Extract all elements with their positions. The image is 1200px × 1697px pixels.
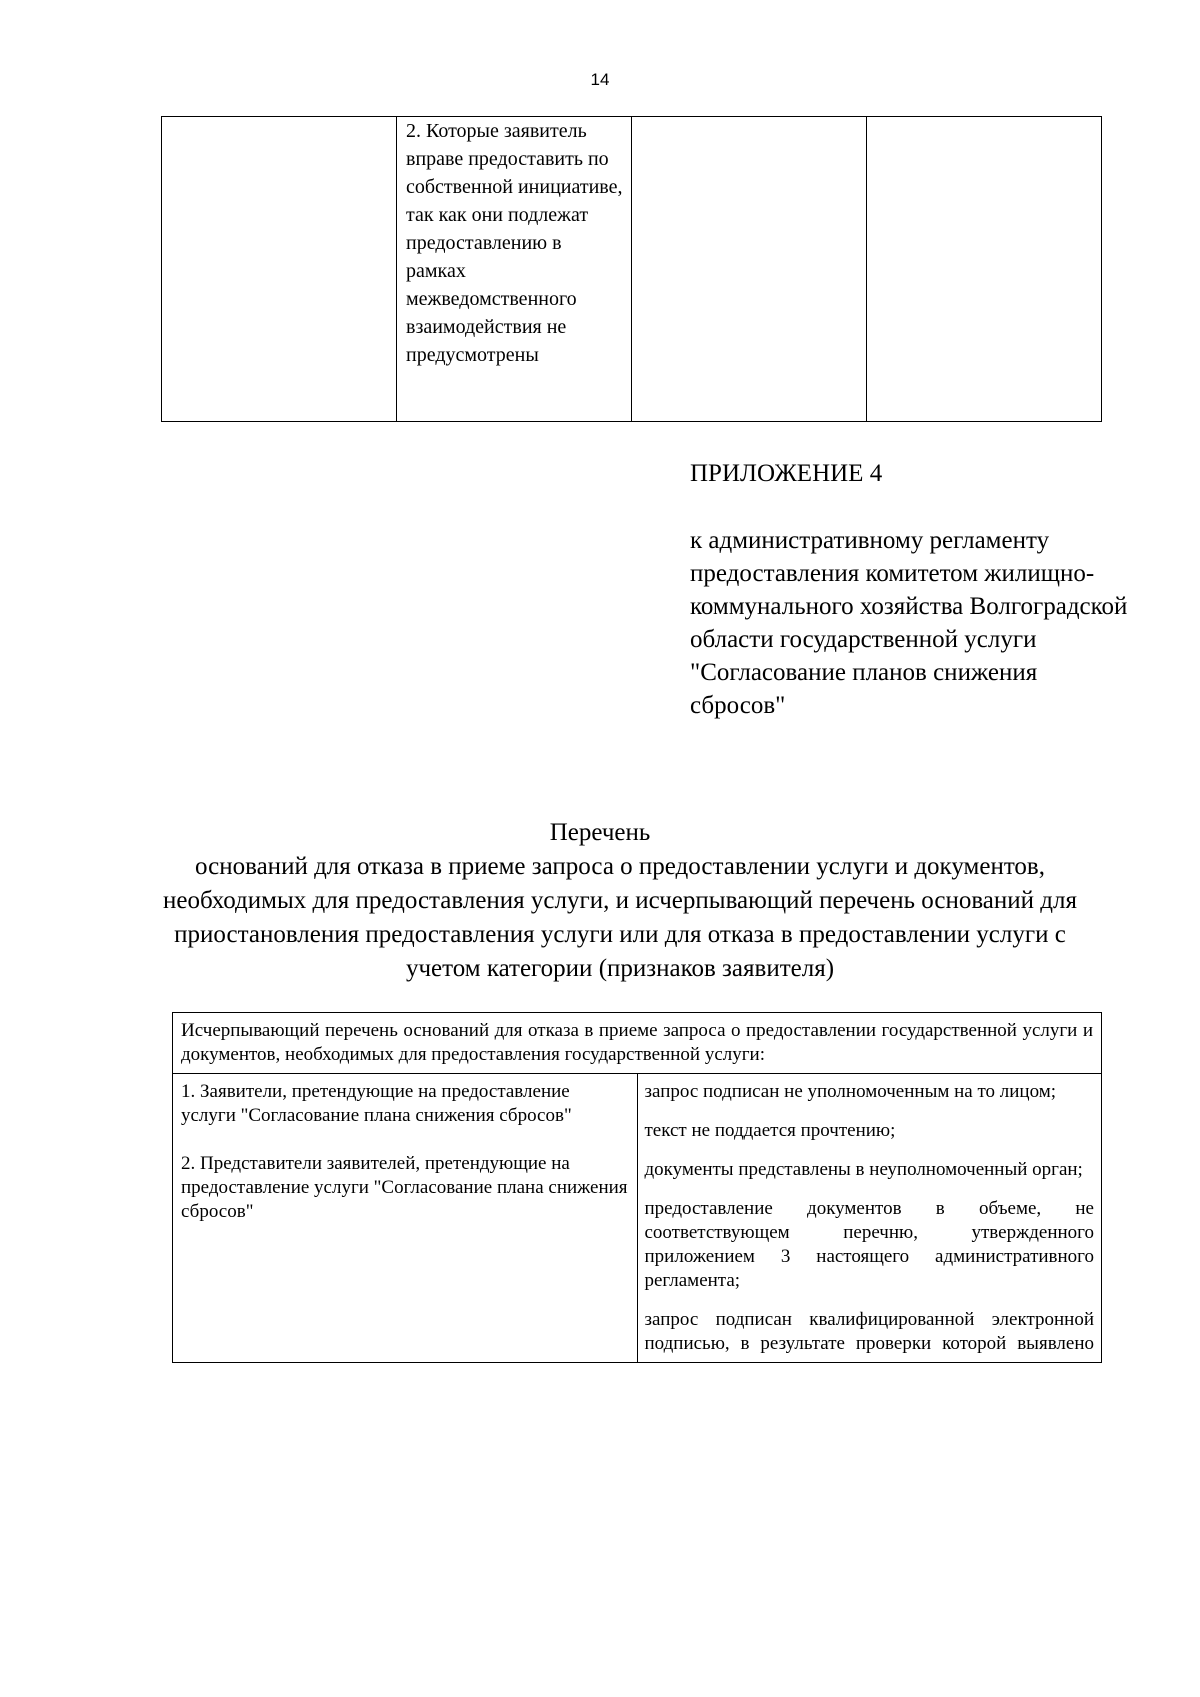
continuation-table [161,116,1102,422]
reason-item: запрос подписан не уполномоченным на то лицом; [644,1081,1057,1102]
table-cell-text: 2. Которые заявитель вправе предоставить по собственной инициативе, так как они подлежат предоставлению в рамках межведомственного взаимодействия не предусмотрены [397,117,632,422]
table-header-row [173,1013,1102,1074]
table-header-cell: Исчерпывающий перечень оснований для отказа в приеме запроса о предоставлении государственной услуги и документов, необходимых для предоставления государственной услуги: [173,1013,1102,1074]
applicant-item: 1. Заявители, претендующие на предоставление услуги "Согласование плана снижения сбросов" [181,1081,572,1126]
reason-item: запрос подписан квалифицированной электронной подписью, в результате проверки которой выявлено [644,1309,1094,1354]
table-row [162,117,1102,422]
reason-item: текст не поддается прочтению; [644,1120,896,1141]
appendix-text: к административному регламенту предоставления комитетом жилищно-коммунального хозяйства Волгоградской области государственной услуги "Согласование планов снижения сбросов" [690,527,1128,719]
reason-item: предоставление документов в объеме, не соответствующем перечню, утвержденного приложением 3 настоящего административного регламента; [644,1198,1094,1291]
document-title: Перечень [549,819,651,846]
appendix-heading: ПРИЛОЖЕНИЕ 4 [690,460,883,487]
table-cell-empty [162,117,397,422]
applicant-item: 2. Представители заявителей, претендующие на предоставление услуги "Согласование плана снижения сбросов" [181,1153,628,1222]
reasons-cell [637,1074,1102,1363]
document-subtitle: оснований для отказа в приеме запроса о предоставлении услуги и документов, необходимых для предоставления услуги, и исчерпывающий перечень оснований для приостановления предоставления услуги или для отказа в предоставлении услуги с учетом категории (признаков заявителя) [162,853,1077,982]
table-row [173,1074,1102,1363]
grounds-table [172,1012,1102,1363]
applicants-cell [173,1074,638,1363]
table-cell-empty [867,117,1102,422]
page-number: 14 [590,70,610,89]
reason-item: документы представлены в неуполномоченный орган; [644,1159,1083,1180]
table-cell-empty [632,117,867,422]
